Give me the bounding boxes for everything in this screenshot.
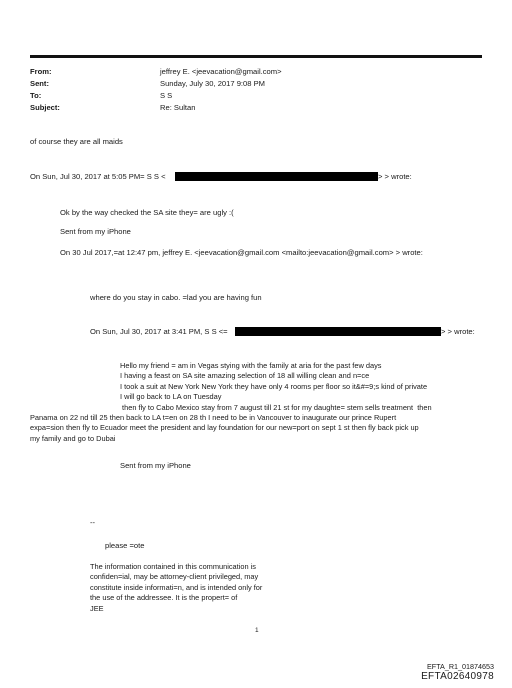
message3-paragraph (120, 361, 432, 413)
redaction-block (175, 172, 378, 181)
message2-text: where do you stay in cabo. =lad you are having fun (90, 293, 262, 302)
quote1-suffix: > > wrote: (378, 172, 412, 181)
message3-wrap-line: expa=sion then fly to Ecuador meet the president and lay foundation for our new=port on sept 1 st then fly back pick up (30, 423, 419, 433)
message3-wrap-line: Panama on 22 nd till 25 then back to LA t=en on 28 th I need to be in Vancouver to inaugurate our prince Rupert (30, 413, 397, 422)
message3-wrap-paragraph (30, 413, 419, 444)
reply-text: of course they are all maids (30, 137, 123, 146)
message1-text: Ok by the way checked the SA site they= are ugly :( (60, 208, 234, 217)
disclaimer-line: constitute inside informati=n, and is intended only for (90, 582, 263, 592)
subject-value: Re: Sultan (160, 103, 196, 112)
message3-line: Hello my friend = am in Vegas stying with the family at aria for the past few days (120, 361, 382, 370)
message3-line: I will go back to LA on Tuesday (120, 392, 222, 402)
quote1-prefix: On Sun, Jul 30, 2017 at 5:05 PM= S S < (30, 172, 166, 181)
redaction-block (235, 327, 441, 336)
to-value: S S (160, 91, 173, 100)
sent-value: Sunday, July 30, 2017 9:08 PM (160, 79, 265, 88)
sent-label: Sent: (30, 79, 49, 88)
message3-line: then fly to Cabo Mexico stay from 7 august till 21 st for my daughte= stem sells treatment then (120, 402, 432, 412)
quote2-line: On 30 Jul 2017,=at 12:47 pm, jeffrey E. <jeevacation@gmail.com <mailto:jeevacation@gmail.com> > wrote: (60, 248, 423, 257)
from-label: From: (30, 67, 52, 76)
quote3-suffix: > > wrote: (441, 327, 475, 336)
to-label: To: (30, 91, 42, 100)
message3-signature: Sent from my iPhone (120, 461, 191, 470)
from-value: jeffrey E. <jeevacation@gmail.com> (160, 67, 282, 76)
quote3-prefix: On Sun, Jul 30, 2017 at 3:41 PM, S S <= (90, 327, 228, 336)
message3-line: I took a suit at New York New York they have only 4 rooms per floor so it&#=9;s kind of private (120, 381, 428, 391)
message3-line: I having a feast on SA site amazing selection of 18 all willing clean and n=ce (120, 371, 370, 381)
bates-number-small: EFTA_R1_01874653 (427, 662, 494, 671)
page-number: 1 (255, 627, 259, 634)
message3-wrap-line: my family and go to Dubai (30, 433, 116, 443)
message1-signature: Sent from my iPhone (60, 227, 131, 236)
disclaimer-line: confiden=ial, may be attorney-client privileged, may (90, 572, 259, 582)
disclaimer-line: JEE (90, 603, 104, 613)
please-note: please =ote (105, 541, 145, 550)
bates-number-large: EFTA02640978 (421, 671, 494, 682)
header-rule (30, 55, 482, 58)
signature-dashes: -- (90, 518, 96, 527)
disclaimer-line: the use of the addressee. It is the propert= of (90, 593, 238, 603)
disclaimer-line: The information contained in this communication is (90, 562, 256, 571)
disclaimer (90, 562, 262, 614)
subject-label: Subject: (30, 103, 60, 112)
